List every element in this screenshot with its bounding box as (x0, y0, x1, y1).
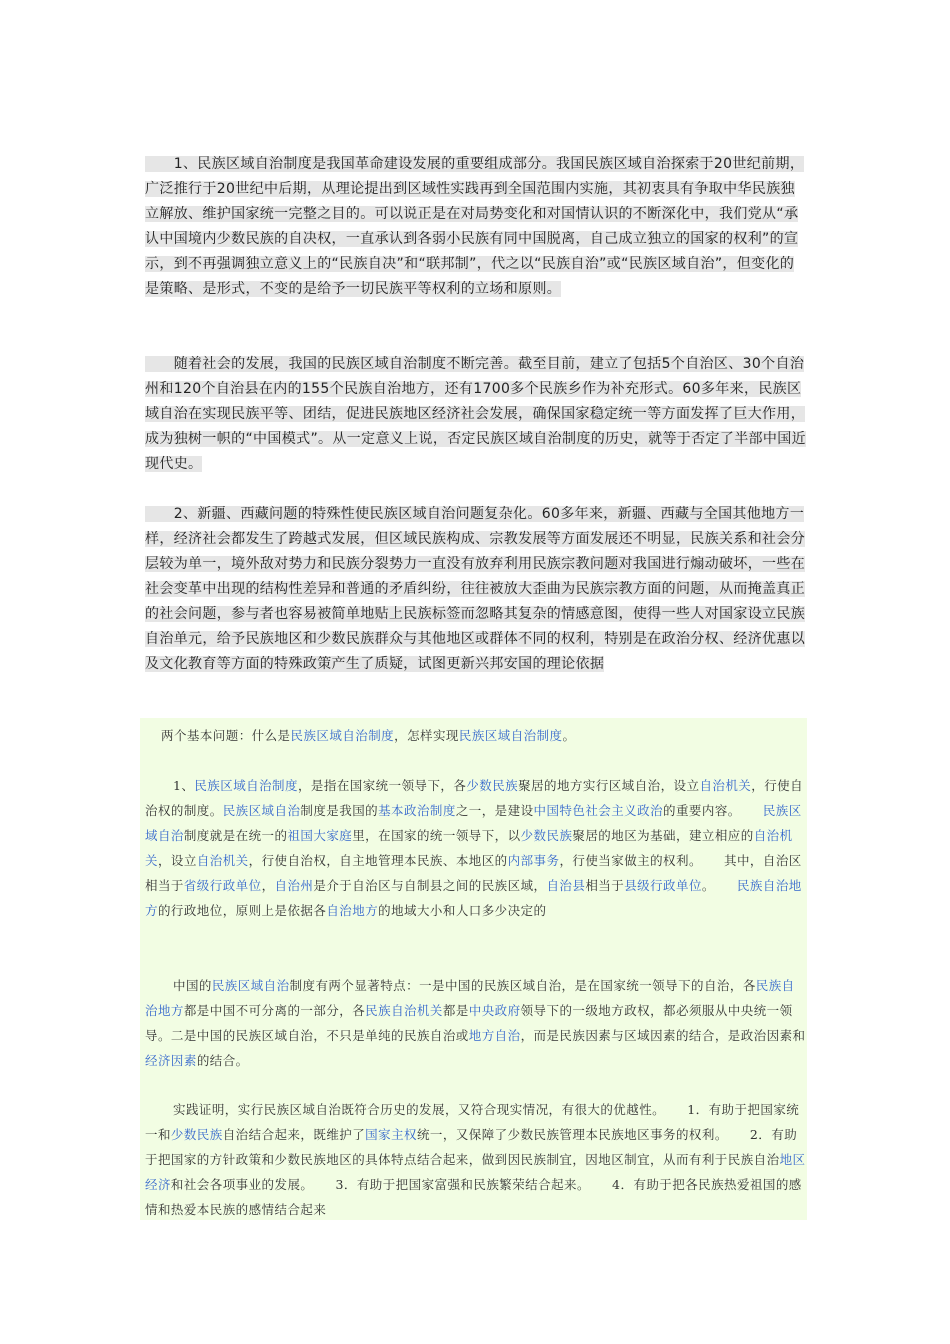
text-run: 是介于自治区与自制县之间的民族区域， (313, 878, 547, 893)
term-link[interactable]: 自治地方 (326, 903, 379, 918)
text-run: ，行使当家做主的权利。 其中，自治区相当于 (145, 853, 802, 893)
text-run: 的地域大小和人口多少决定的 (378, 903, 547, 918)
text-run: 和社会各项事业的发展。 3．有助于把国家富强和民族繁荣结合起来。 4．有助于把各民族热爱祖国的感情和热爱本民族的感情结合起来 (145, 1177, 802, 1217)
text-run: 自治结合起来，既维护了 (222, 1127, 366, 1142)
text-run: 聚居的地区为基础，建立相应的 (572, 828, 754, 843)
text-run: 。 (701, 878, 737, 893)
top-paragraph-2-text: 随着社会的发展，我国的民族区域自治制度不断完善。截至目前，建立了包括5个自治区、30个自治州和120个自治县在内的155个民族自治地方，还有1700多个民族乡作为补充形式。60多年来，民族区域自治在实现民族平等、团结，促进民族地区经济社会发展，确保国家稳定统一等方面发挥了巨大作用，成为独树一帜的“中国模式”。从一定意义上说，否定民族区域自治制度的历史，就等于否定了半部中国近现代史。 (145, 356, 806, 472)
term-link[interactable]: 少数民族 (466, 778, 519, 793)
term-link[interactable]: 民族区域自治 (211, 978, 290, 993)
top-paragraph-3 (145, 502, 808, 677)
text-run: ，是指在国家统一领导下，各 (297, 778, 467, 793)
term-link[interactable]: 经济因素 (145, 1053, 197, 1068)
text-run: 的行政地位，原则上是依据各 (157, 903, 327, 918)
term-link[interactable]: 民族区域自治制度 (194, 778, 298, 793)
green-paragraph-2 (145, 973, 807, 1073)
term-link[interactable]: 地区经济 (145, 1152, 806, 1192)
term-link[interactable]: 省级行政单位 (183, 878, 262, 893)
term-link[interactable]: 自治机关 (699, 778, 752, 793)
term-link[interactable]: 自治机关 (196, 853, 249, 868)
green-paragraph-3 (145, 1097, 807, 1222)
term-link[interactable]: 民族区域自治制度 (458, 728, 563, 743)
text-run: 1、 (173, 778, 195, 793)
text-run: 的重要内容。 (663, 803, 763, 818)
text-run: 实践证明，实行民族区域自治既符合历史的发展，又符合现实情况，有很大的优越性。 1．有助于把国家统一和 (145, 1102, 800, 1142)
text-run: 之一，是建设 (455, 803, 534, 818)
text-run: ，怎样实现 (394, 728, 459, 743)
term-link[interactable]: 自治机关 (145, 828, 793, 868)
text-run: ，行使自治权的制度。 (145, 778, 804, 818)
term-link[interactable]: 内部事务 (507, 853, 560, 868)
term-link[interactable]: 民族区域自治 (145, 803, 802, 843)
term-link[interactable]: 中央政府 (468, 1003, 521, 1018)
text-run: 统一，又保障了少数民族管理本民族地区事务的权利。 2．有助于把国家的方针政策和少数民族地区的具体特点结合起来，做到因民族制宜，因地区制宜，从而有利于民族自治 (145, 1127, 798, 1167)
term-link[interactable]: 民族自治地方 (145, 878, 802, 918)
text-run: ，设立 (157, 853, 197, 868)
top-paragraph-1 (145, 152, 808, 302)
term-link[interactable]: 民族区域自治制度 (290, 728, 395, 743)
top-paragraph-1-text: 1、民族区域自治制度是我国革命建设发展的重要组成部分。我国民族区域自治探索于20世纪前期，广泛推行于20世纪中后期，从理论提出到区域性实践再到全国范围内实施，其初衷具有争取中华民族独立解放、维护国家统一完整之目的。可以说正是在对局势变化和对国情认识的不断深化中，我们党从“承认中国境内少数民族的自决权，一直承认到各弱小民族有同中国脱离，自己成立独立的国家的权利”的宣示，到不再强调独立意义上的“民族自决”和“联邦制”，代之以“民族自治”或“民族区域自治”，但变化的是策略、是形式，不变的是给予一切民族平等权利的立场和原则。 (145, 156, 805, 297)
text-run: 都是中国不可分离的一部分，各 (183, 1003, 366, 1018)
text-run: ，行使自治权，自主地管理本民族、本地区的 (248, 853, 508, 868)
term-link[interactable]: 少数民族 (520, 828, 573, 843)
text-run: 制度有两个显著特点：一是中国的民族区域自治，是在国家统一领导下的自治，各 (289, 978, 756, 993)
text-run: 制度就是在统一的 (183, 828, 288, 843)
text-run: ，而是民族因素与区域因素的结合，是政治因素和 (520, 1028, 806, 1043)
term-link[interactable]: 民族自治地方 (145, 978, 795, 1018)
term-link[interactable]: 县级行政单位 (624, 878, 702, 893)
text-run: 里，在国家的统一领导下，以 (352, 828, 521, 843)
text-run: 聚居的地方实行区域自治，设立 (518, 778, 700, 793)
term-link[interactable]: 祖国大家庭 (287, 828, 353, 843)
text-run: 都是 (442, 1003, 469, 1018)
term-link[interactable]: 自治州 (274, 878, 314, 893)
green-intro (145, 723, 807, 748)
top-paragraph-3-text: 2、新疆、西藏问题的特殊性使民族区域自治问题复杂化。60多年来，新疆、西藏与全国其他地方一样，经济社会都发生了跨越式发展，但区域民族构成、宗教发展等方面发展还不明显，民族关系和社会分层较为单一，境外敌对势力和民族分裂势力一直没有放弃利用民族宗教问题对我国进行煽动破坏，一些在社会变革中出现的结构性差异和普通的矛盾纠纷，往往被放大歪曲为民族宗教方面的问题，从而掩盖真正的社会问题，参与者也容易被简单地贴上民族标签而忽略其复杂的情感意图，使得一些人对国家设立民族自治单元，给予民族地区和少数民族群众与其他地区或群体不同的权利，特别是在政治分权、经济优惠以及文化教育等方面的特殊政策产生了质疑，试图更新兴邦安国的理论依据 (145, 506, 806, 672)
text-run: 中国的 (173, 978, 212, 993)
term-link[interactable]: 少数民族 (170, 1127, 223, 1142)
green-paragraph-1 (145, 773, 807, 923)
text-run: 。 (562, 728, 576, 743)
text-run: 的结合。 (196, 1053, 249, 1068)
term-link[interactable]: 基本政治制度 (378, 803, 456, 818)
term-link[interactable]: 自治县 (546, 878, 586, 893)
text-run: ， (261, 878, 275, 893)
text-run: 两个基本问题：什么是 (161, 728, 291, 743)
text-run: 制度是我国的 (300, 803, 379, 818)
text-run: 领导下的一级地方政权，都必须服从中央统一领导。二是中国的民族区域自治，不只是单纯的民族自治或 (145, 1003, 793, 1043)
text-run: 相当于 (585, 878, 625, 893)
term-link[interactable]: 国家主权 (365, 1127, 417, 1142)
term-link[interactable]: 地方自治 (468, 1028, 521, 1043)
term-link[interactable]: 中国特色社会主义政治 (533, 803, 664, 818)
term-link[interactable]: 民族区域自治 (222, 803, 301, 818)
top-paragraph-2 (145, 352, 808, 477)
term-link[interactable]: 民族自治机关 (365, 1003, 443, 1018)
